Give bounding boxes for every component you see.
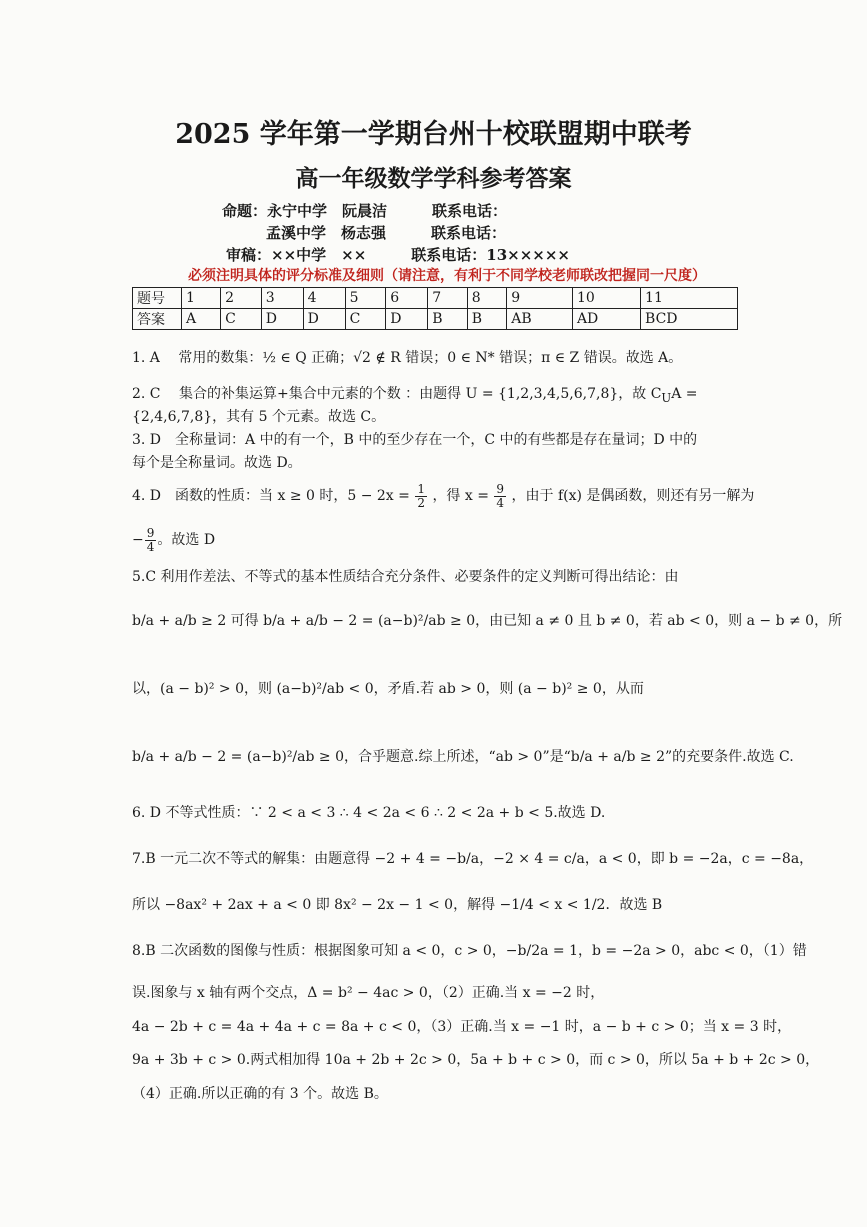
answer-cell: D (261, 309, 303, 330)
solution-q4-text-b: ，得 x = (432, 488, 489, 505)
number-cell: 3 (261, 288, 303, 309)
solution-q2-line1 (132, 383, 738, 405)
solution-q2-line2: {2,4,6,7,8}，其有 5 个元素。故选 C。 (132, 409, 386, 425)
number-cell: 1 (182, 288, 221, 309)
answer-cell: B (467, 309, 507, 330)
fraction (415, 483, 427, 509)
document-title: 2025 学年第一学期台州十校联盟期中联考 (175, 119, 692, 150)
answer-cell: BCD (641, 309, 738, 330)
solution-q1: 1. A 常用的数集：½ ∈ Q 正确；√2 ∉ R 错误；0 ∈ N* 错误；π ∈ Z 错误。故选 A。 (132, 350, 683, 366)
header-label-cell: 题号 (133, 288, 182, 309)
answer-cell: A (182, 309, 221, 330)
solution-q6: 6. D 不等式性质：∵ 2 < a < 3 ∴ 4 < 2a < 6 ∴ 2 < 2a + b < 5.故选 D. (132, 805, 606, 821)
answer-cell: D (303, 309, 345, 330)
solution-q8-line3: 4a − 2b + c = 4a + 4a + c = 8a + c < 0，（3）正确.当 x = −1 时，a − b + c > 0；当 x = 3 时， (132, 1019, 792, 1035)
number-cell: 9 (507, 288, 573, 309)
denominator: 4 (496, 495, 505, 510)
document-subtitle: 高一年级数学学科参考答案 (295, 165, 572, 192)
solution-q7-line1: 7.B 一元二次不等式的解集：由题意得 −2 + 4 = −b/a，−2 × 4 = c/a，a < 0，即 b = −2a，c = −8a， (132, 851, 814, 867)
solution-q5-line1: 5.C 利用作差法、不等式的基本性质结合充分条件、必要条件的定义判断可得出结论：由 (132, 569, 679, 585)
number-cell: 8 (467, 288, 507, 309)
denominator: 2 (417, 495, 425, 510)
numerator: 9 (146, 526, 155, 540)
solution-q2-subscript: U (661, 390, 672, 405)
fraction (494, 483, 506, 509)
number-cell: 6 (386, 288, 428, 309)
solution-q4-minus: − (132, 532, 144, 549)
number-cell: 4 (303, 288, 345, 309)
solution-q4-end: 。故选 D (157, 532, 216, 549)
denominator: 4 (146, 539, 155, 554)
answer-table (132, 287, 738, 330)
answer-cell: B (428, 309, 468, 330)
number-cell: 10 (572, 288, 640, 309)
number-cell: 5 (345, 288, 386, 309)
answer-cell: D (386, 309, 428, 330)
solution-q5-line2: b/a + a/b ≥ 2 可得 b/a + a/b − 2 = (a−b)²/ab ≥ 0，由已知 a ≠ 0 且 b ≠ 0，若 ab < 0，则 a − b ≠ 0，所 (132, 613, 843, 629)
numerator: 9 (496, 482, 505, 496)
grading-notice: 必须注明具体的评分标准及细则（请注意，有利于不同学校老师联改把握同一尺度） (188, 268, 706, 284)
solution-q2-text-b: A = (671, 386, 698, 402)
solution-q5-line3: 以，(a − b)² > 0，则 (a−b)²/ab < 0，矛盾.若 ab > 0，则 (a − b)² ≥ 0，从而 (132, 681, 644, 697)
answer-cell: C (345, 309, 386, 330)
solution-q3-line2: 每个是全称量词。故选 D。 (132, 455, 302, 471)
solution-q8-line4: 9a + 3b + c > 0.两式相加得 10a + 2b + 2c > 0，5a + b + c > 0，而 c > 0，所以 5a + b + 2c > 0， (132, 1052, 820, 1068)
answer-label-cell: 答案 (133, 309, 182, 330)
solution-q3-line1: 3. D 全称量词：A 中的有一个，B 中的至少存在一个，C 中的有些都是存在量词；D 中的 (132, 432, 698, 448)
reviewer-line: 审稿：××中学 ×× 联系电话：13××××× (226, 246, 570, 264)
solution-q8-line5: （4）正确.所以正确的有 3 个。故选 B。 (132, 1086, 388, 1102)
answer-cell: AD (572, 309, 640, 330)
number-cell: 7 (428, 288, 468, 309)
solution-q7-line2: 所以 −8ax² + 2ax + a < 0 即 8x² − 2x − 1 < 0，解得 −1/4 < x < 1/2．故选 B (132, 897, 663, 913)
author-line-2: 孟溪中学 杨志强 联系电话： (266, 224, 507, 242)
number-cell: 2 (221, 288, 262, 309)
solution-q4-text-a: 4. D 函数的性质：当 x ≥ 0 时，5 − 2x = (132, 488, 410, 505)
fraction (145, 527, 157, 553)
solution-q8-line2: 误.图象与 x 轴有两个交点，Δ = b² − 4ac > 0，（2）正确.当 x = −2 时， (132, 985, 605, 1001)
answer-cell: AB (507, 309, 573, 330)
number-cell: 11 (641, 288, 738, 309)
solution-q4-line1 (132, 482, 755, 510)
solution-q4-line2 (132, 527, 738, 553)
answer-table-answer-row (133, 309, 738, 330)
answer-cell: C (221, 309, 262, 330)
solution-q2-text: 2. C 集合的补集运算+集合中元素的个数 ：由题得 U = {1,2,3,4,5,6,7,8}，故 C (132, 386, 662, 402)
solution-q8-line1: 8.B 二次函数的图像与性质：根据图象可知 a < 0，c > 0，−b/2a = 1，b = −2a > 0，abc < 0，（1）错 (132, 943, 807, 959)
numerator: 1 (417, 482, 425, 496)
author-line-1: 命题：永宁中学 阮晨洁 联系电话： (222, 202, 508, 220)
answer-table-header-row (133, 288, 738, 309)
solution-q5-line4: b/a + a/b − 2 = (a−b)²/ab ≥ 0，合乎题意.综上所述，“ab > 0”是“b/a + a/b ≥ 2”的充要条件.故选 C. (132, 749, 794, 765)
solution-q4-text-c: ，由于 f(x) 是偶函数，则还有另一解为 (511, 488, 755, 505)
